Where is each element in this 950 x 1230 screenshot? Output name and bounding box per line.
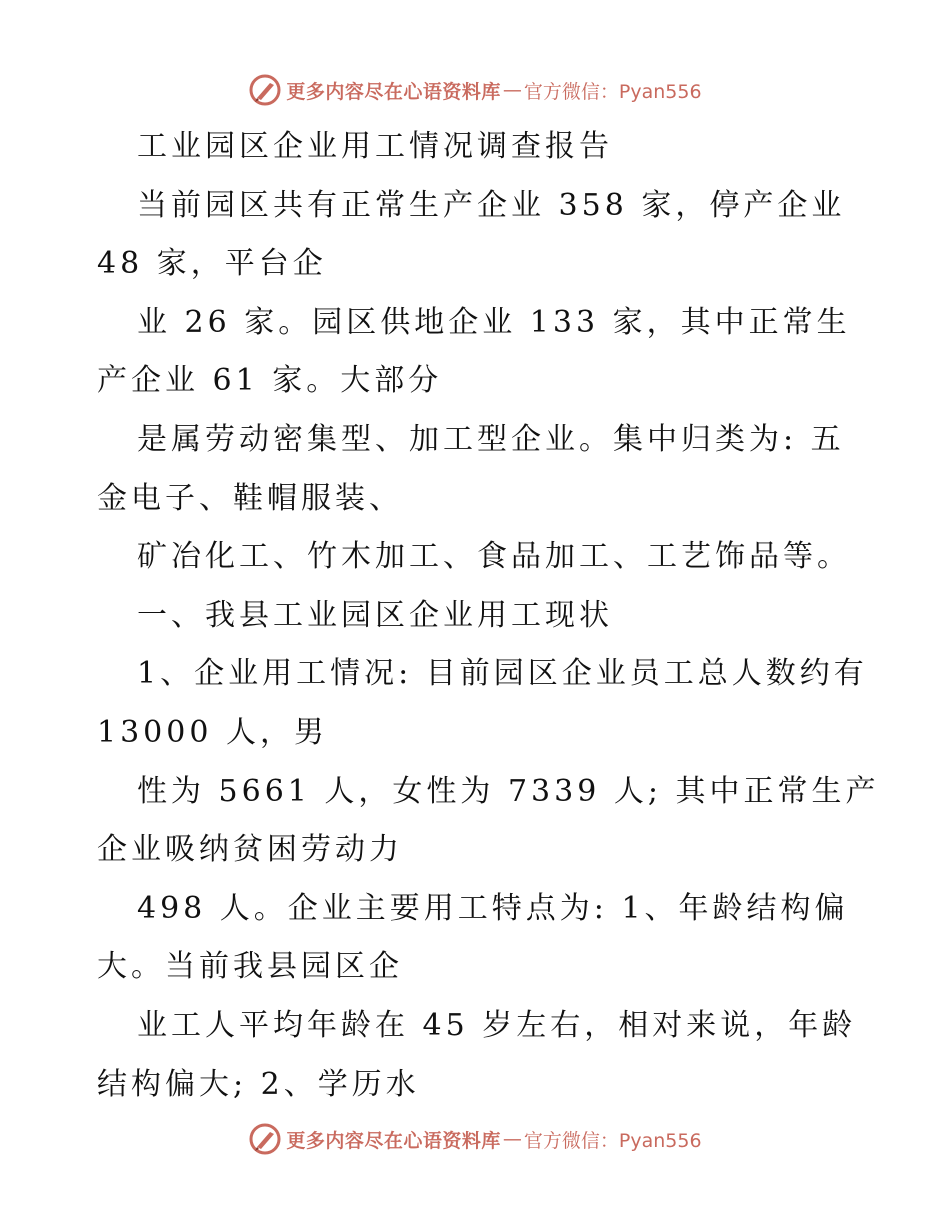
watermark-separator: —: [502, 1128, 522, 1150]
document-title: 工业园区企业用工情况调查报告: [137, 129, 613, 164]
paragraph-line: 性为 5661 人，女性为 7339 人; 其中正常生产: [137, 773, 880, 809]
paragraph-line: 当前园区共有正常生产企业 358 家，停产企业: [137, 187, 846, 223]
watermark-brand-text: 更多内容尽在心语资料库: [286, 1129, 501, 1152]
paragraph-line: 是属劳动密集型、加工型企业。集中归类为: 五: [137, 421, 845, 457]
paragraph-line: 金电子、鞋帽服装、: [97, 480, 403, 516]
paragraph-line: 矿冶化工、竹木加工、食品加工、工艺饰品等。: [137, 539, 851, 575]
document-body: [97, 118, 880, 1114]
header-watermark-banner: [0, 70, 950, 110]
paragraph-line: 498 人。企业主要用工特点为: 1、年龄结构偏: [137, 890, 849, 926]
paragraph-line: 13000 人，男: [97, 714, 328, 750]
watermark-brand-text: 更多内容尽在心语资料库: [286, 80, 501, 103]
paragraph-line: 结构偏大; 2、学历水: [97, 1066, 420, 1102]
watermark-separator: —: [502, 79, 522, 101]
feather-pen-logo-icon: [248, 73, 282, 107]
footer-watermark-banner: [0, 1119, 950, 1159]
paragraph-line: 产企业 61 家。大部分: [97, 363, 443, 399]
paragraph-line: 企业吸纳贫困劳动力: [97, 832, 403, 868]
paragraph-line: 业 26 家。园区供地企业 133 家，其中正常生: [137, 304, 851, 340]
paragraph-line: 业工人平均年龄在 45 岁左右，相对来说，年龄: [137, 1007, 857, 1043]
paragraph-line: 大。当前我县园区企: [97, 949, 403, 985]
section-heading: 一、我县工业园区企业用工现状: [137, 597, 613, 633]
feather-pen-logo-icon: [248, 1122, 282, 1156]
watermark-contact-text: 官方微信：Pyan556: [523, 80, 702, 103]
watermark-contact-text: 官方微信：Pyan556: [523, 1129, 702, 1152]
paragraph-line: 48 家，平台企: [97, 246, 327, 282]
paragraph-line: 1、企业用工情况: 目前园区企业员工总人数约有: [137, 656, 868, 692]
